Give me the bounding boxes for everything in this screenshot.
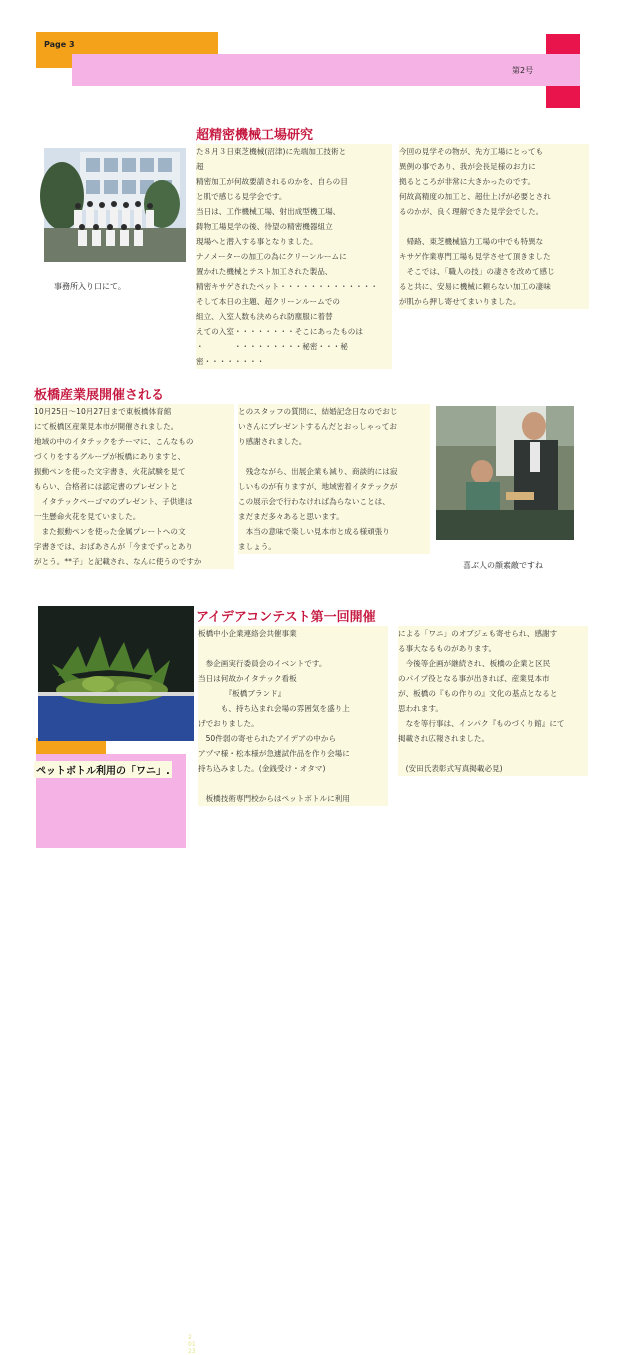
factory-study-column-2 (399, 144, 589, 309)
idea-contest-column-1 (198, 626, 388, 806)
idea-contest-column-2 (398, 626, 588, 776)
factory-study-text-1: た８月３日東芝機械(沼津)に先端加工技術と 超 精密加工が何故要請されるのかを、自らの目 と肌で感じる見学会です。 当日は、工作機械工場、射出成型機工場、 鋳物工場見学の後、待望の精密機器組立 現場へと潜入する事となりました。 ナノメーターの加工の為にクリーンルームに 置かれた機械とテスト加工された製品、 精密キサゲされたペット・・・・・・・・・・・・・ そして本日の主題、超クリーンルームでの 組立、入室人数も決められ防塵服に着替 えての入室・・・・・・・・そこにあったものは ・ ・・・・・・・・・秘密・・・秘密・・・・・・・・ (196, 144, 392, 369)
expo-photo-caption: 喜ぶ人の顔素敵ですね (463, 561, 543, 570)
header-bar-pink (72, 54, 546, 86)
office-photo-caption: 事務所入り口にて。 (54, 282, 126, 291)
expo-text-1: 10月25日～10月27日まで東板橋体育館 にて板橋区産業見本市が開催されました。 地域の中のイタテックをテーマに、こんなもの づくりをするグループが板橋にありますと、 振動ペンを使った文字書き、火花試験を見て もらい、合格者には認定書のプレゼントと イタテックペーゴマのプレゼント、子供達は 一生懸命火花を見ていました。 また振動ペンを使った金属プレートへの文 字書きでは、おばあさんが「今までずっとあり がとう。**子」と記載され、なんに使うのですか (34, 404, 234, 569)
idea-contest-text-2: による「ワニ」のオブジェも寄せられ、感謝す る事大なるものがあります。 今後等企画が継続され、板橋の企業と区民 のパイプ役となる事が出きれば、産業見本市 が、板橋の『もの作りの』文化の基点となると 思われます。 なを等行事は、インパク『ものづくり館』にて 掲載され広報されました。 (安田氏表彰式写真掲載必見) (398, 626, 588, 776)
expo-column-1 (34, 404, 234, 569)
idea-contest-text-1: 板橋中小企業連絡会共催事業 参企画実行委員会のイベントです。 当日は何故かイタテック看板 『板橋ブランド』 も、持ち込まれ会場の雰囲気を盛り上 げでおりました。 50件弱の寄せられたアイデアの中から アヅマ様・松本様が急遽試作品を作り会場に 持ち込みました。(金銭受け・オタマ) 板橋技術専門校からはペットボトルに利用 (198, 626, 388, 806)
factory-study-text-2: 今回の見学その物が、先方工場にとっても 異例の事であり、我が会長足様のお力に 拠るところが非常に大きかったのです。 何故高精度の加工と、超仕上げが必要とされ るのかが、良く理解できた見学会でした。 帰路、東芝機械協力工場の中でも特異な キサゲ作業専門工場も見学させて頂きました そこでは、「職人の技」の凄さを改めて感じ ると共に、安易に機械に頼らない加工の凄味 が肌から押し寄せてまいりました。 (399, 144, 589, 309)
factory-study-column-1 (196, 144, 392, 369)
croc-photo-image (38, 606, 194, 741)
issue-number: 第2号 (512, 66, 534, 75)
expo-photo-image (436, 406, 574, 540)
idea-contest-heading: アイデアコンテスト第一回開催 (196, 610, 376, 625)
croc-photo-date: 2 01 23 (188, 1334, 196, 1355)
factory-study-heading: 超精密機械工場研究 (196, 128, 314, 143)
header-accent-red-bottom (546, 86, 580, 108)
expo-text-2: とのスタッフの質問に、結婚記念日なのでおじ いさんにプレゼントするんだとおっしゃってお り感謝されました。 残念ながら、出展企業も減り、商談的には寂 しいものが有りますが、地域密着イタテックが この展示会で行わなければ為らないことは、 まだまだ多々あると思います。 本当の意味で楽しい見本市と成る様頑張り ましょう。 (238, 404, 430, 554)
croc-photo-caption: ペットボトル利用の「ワニ」. (34, 761, 172, 778)
office-entrance-photo (44, 148, 186, 262)
header-accent-pink (546, 54, 580, 86)
page-number: Page 3 (44, 40, 75, 49)
office-photo-image (44, 148, 186, 262)
expo-heading: 板橋産業展開催される (34, 388, 165, 403)
expo-column-2 (238, 404, 430, 554)
header-accent-red-top (546, 34, 580, 54)
expo-booth-photo (436, 406, 574, 540)
